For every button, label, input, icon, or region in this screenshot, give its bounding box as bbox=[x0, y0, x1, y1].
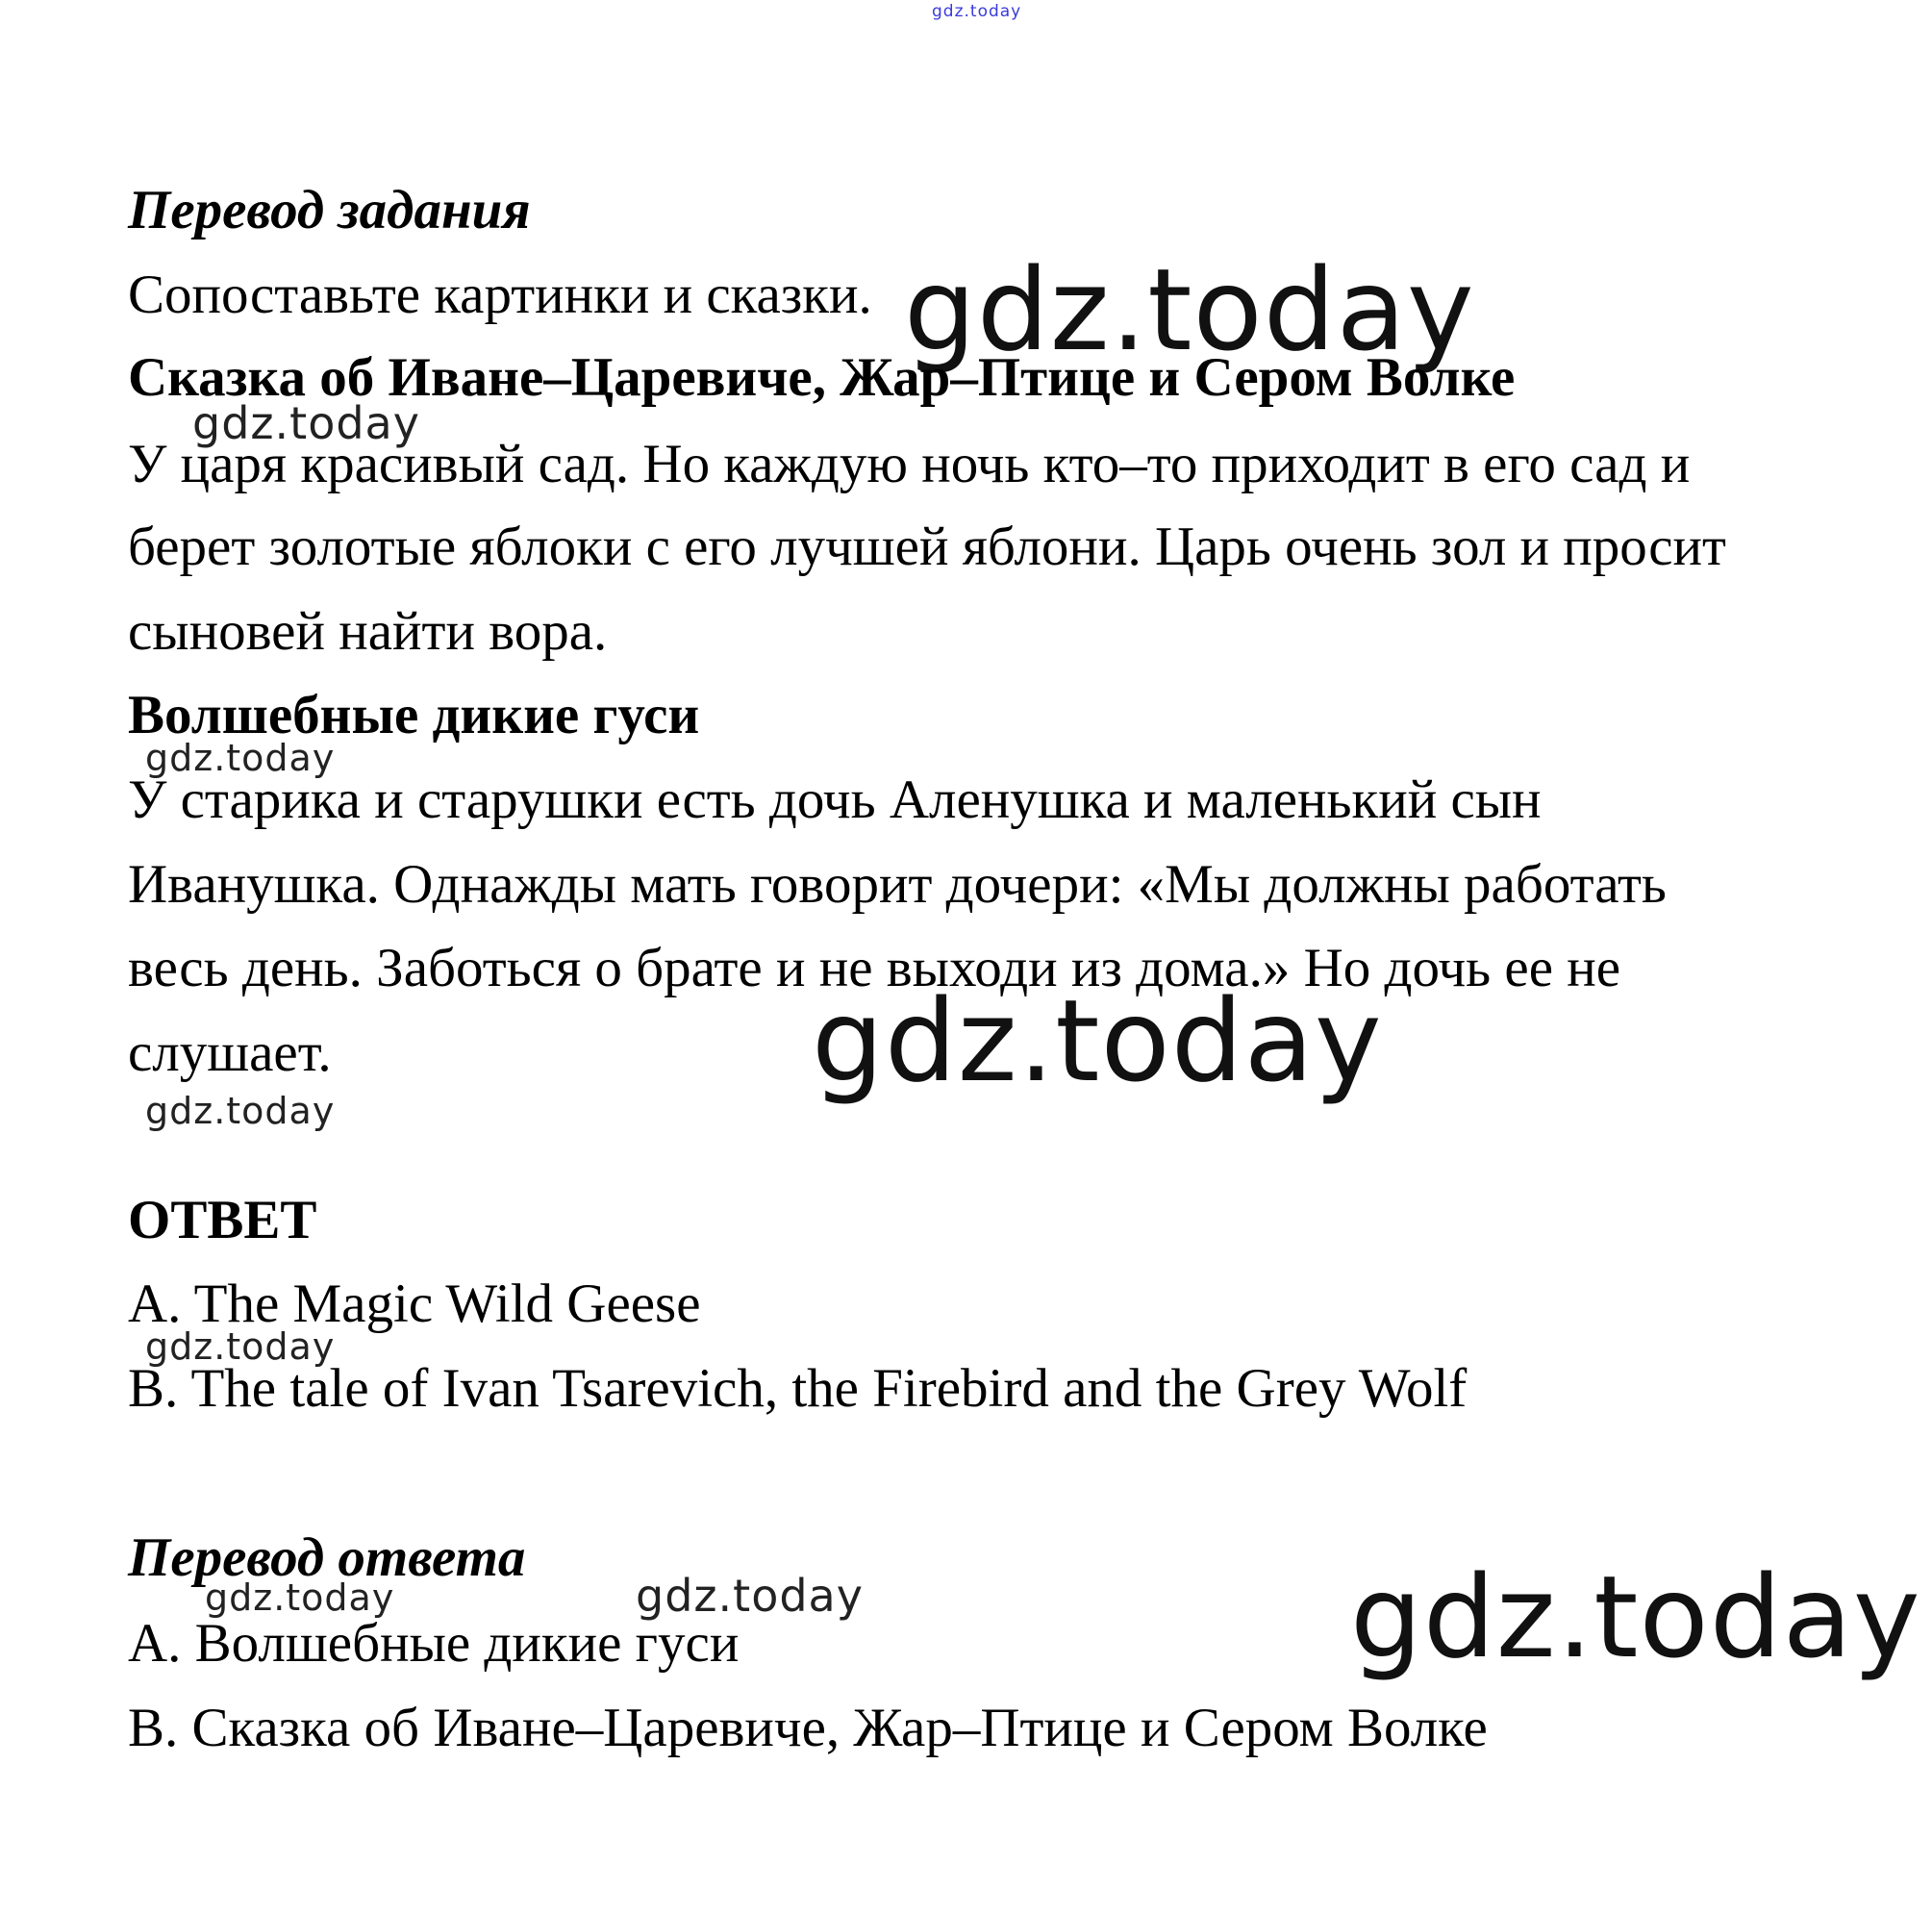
watermark: gdz.today bbox=[1350, 1550, 1921, 1683]
story2-line: У старика и старушки есть дочь Аленушка и маленький сын bbox=[128, 769, 1542, 830]
task-translation-heading: Перевод задания bbox=[128, 180, 531, 240]
answer-item: A. The Magic Wild Geese bbox=[128, 1273, 701, 1334]
answer-heading: ОТВЕТ bbox=[128, 1190, 317, 1250]
story1-title: Сказка об Иване–Царевиче, Жар–Птице и Сером Волке bbox=[128, 347, 1516, 408]
watermark: gdz.today bbox=[636, 1570, 864, 1622]
watermark: gdz.today bbox=[812, 974, 1383, 1107]
story1-line: берет золотые яблоки с его лучшей яблони. Царь очень зол и просит bbox=[128, 517, 1726, 577]
watermark: gdz.today bbox=[145, 1090, 336, 1132]
story1-line: У царя красивый сад. Но каждую ночь кто–то приходит в его сад и bbox=[128, 434, 1691, 494]
watermark: gdz.today bbox=[205, 1576, 395, 1619]
answer-item: B. The tale of Ivan Tsarevich, the Firebird and the Grey Wolf bbox=[128, 1358, 1468, 1419]
instruction: Сопоставьте картинки и сказки. bbox=[128, 265, 872, 325]
watermark: gdz.today bbox=[145, 1325, 336, 1368]
watermark-top: gdz.today bbox=[932, 2, 1022, 21]
watermark: gdz.today bbox=[192, 397, 420, 449]
story2-title: Волшебные дикие гуси bbox=[128, 685, 700, 745]
answer-translation-item: B. Сказка об Иване–Царевиче, Жар–Птице и Сером Волке bbox=[128, 1698, 1488, 1758]
answer-translation-item: A. Волшебные дикие гуси bbox=[128, 1613, 740, 1674]
story2-line: слушает. bbox=[128, 1022, 332, 1083]
answer-translation-heading: Перевод ответа bbox=[128, 1527, 526, 1588]
story2-line: Иванушка. Однажды мать говорит дочери: «Мы должны работать bbox=[128, 854, 1667, 915]
watermark: gdz.today bbox=[145, 737, 336, 779]
story1-line: сыновей найти вора. bbox=[128, 601, 608, 662]
watermark: gdz.today bbox=[904, 243, 1475, 376]
story2-line: весь день. Заботься о брате и не выходи из дома.» Но дочь ее не bbox=[128, 938, 1621, 998]
